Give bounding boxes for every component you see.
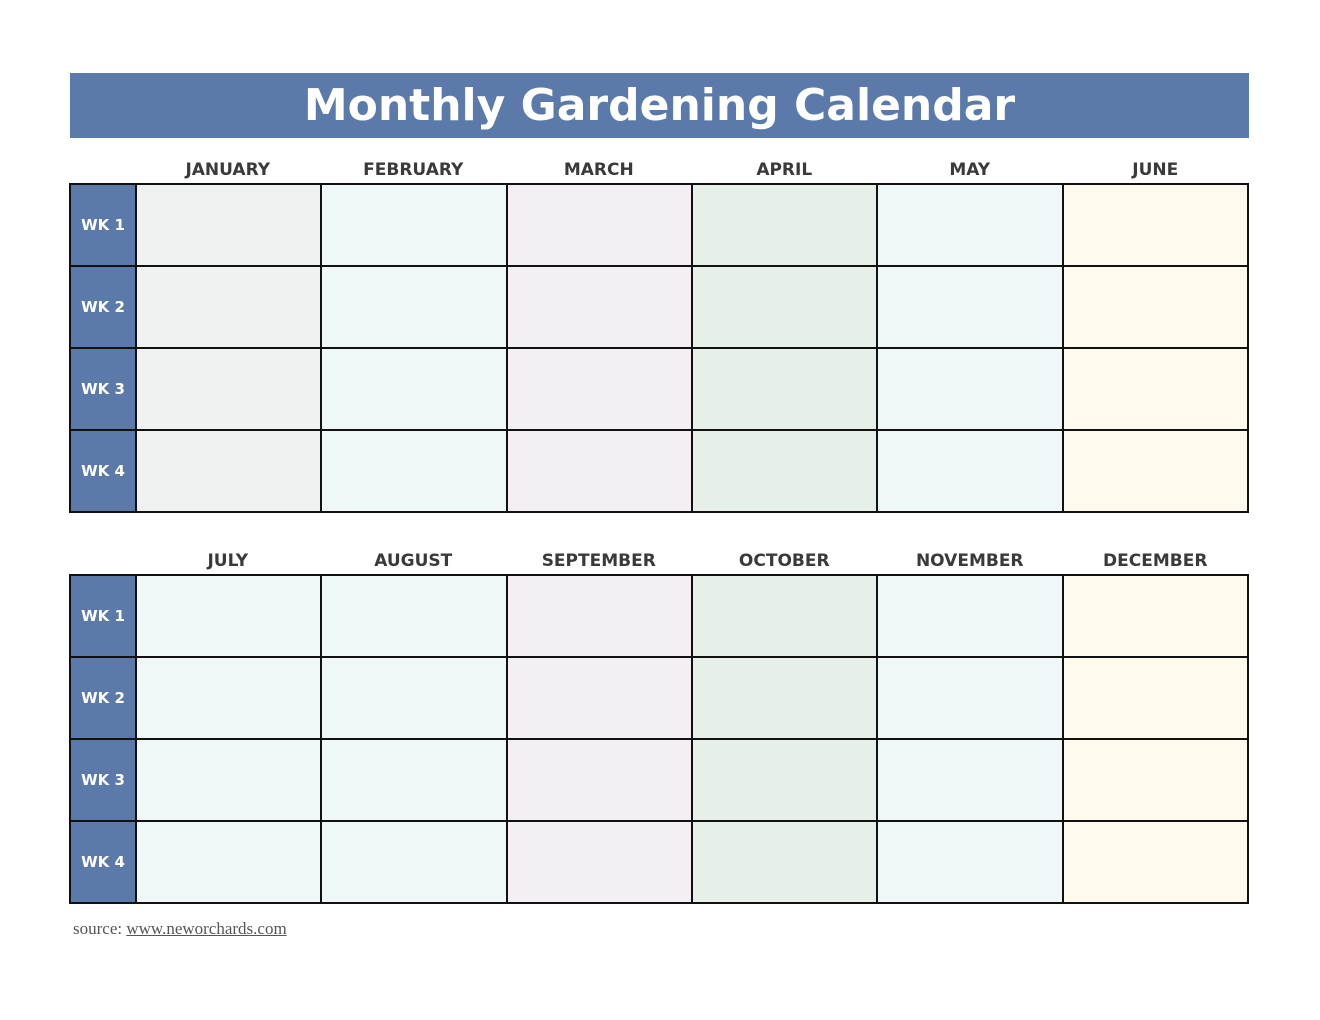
week-label: WK 2 <box>71 267 137 349</box>
calendar-cell[interactable] <box>1064 740 1249 822</box>
calendar-cell[interactable] <box>693 185 878 267</box>
month-label: MAY <box>949 160 991 180</box>
calendar-cell[interactable] <box>1064 185 1249 267</box>
calendar-cell[interactable] <box>322 822 507 904</box>
calendar-cell[interactable] <box>1064 349 1249 431</box>
month-label: JULY <box>207 551 249 571</box>
month-label: AUGUST <box>374 551 453 571</box>
calendar-cell[interactable] <box>878 349 1063 431</box>
calendar-cell[interactable] <box>508 822 693 904</box>
calendar-cell[interactable] <box>878 576 1063 658</box>
calendar-cell[interactable] <box>878 185 1063 267</box>
month-label: DECEMBER <box>1103 551 1208 571</box>
calendar-cell[interactable] <box>322 349 507 431</box>
calendar-block-first-half <box>69 156 1249 513</box>
calendar-cell[interactable] <box>137 740 322 822</box>
calendar-cell[interactable] <box>878 740 1063 822</box>
month-label: SEPTEMBER <box>541 551 656 571</box>
week-label: WK 4 <box>71 431 137 513</box>
week-label: WK 1 <box>71 185 137 267</box>
calendar-cell[interactable] <box>508 349 693 431</box>
month-label: MARCH <box>563 160 634 180</box>
calendar-cell[interactable] <box>137 349 322 431</box>
calendar-cell[interactable] <box>508 576 693 658</box>
source-label: source: <box>73 919 123 938</box>
calendar-cell[interactable] <box>693 431 878 513</box>
calendar-cell[interactable] <box>137 576 322 658</box>
calendar-cell[interactable] <box>878 822 1063 904</box>
month-header-row <box>135 156 1249 183</box>
calendar-cell[interactable] <box>508 185 693 267</box>
title-banner <box>70 73 1249 138</box>
calendar-cell[interactable] <box>1064 576 1249 658</box>
calendar-cell[interactable] <box>693 822 878 904</box>
calendar-cell[interactable] <box>1064 658 1249 740</box>
calendar-cell[interactable] <box>508 431 693 513</box>
week-label: WK 3 <box>71 349 137 431</box>
calendar-cell[interactable] <box>1064 267 1249 349</box>
calendar-cell[interactable] <box>322 576 507 658</box>
month-label: NOVEMBER <box>915 551 1024 571</box>
calendar-cell[interactable] <box>1064 822 1249 904</box>
source-link[interactable]: www.neworchards.com <box>126 919 287 938</box>
month-header-row <box>135 547 1249 574</box>
source-footer <box>73 919 287 939</box>
calendar-cell[interactable] <box>508 740 693 822</box>
calendar-cell[interactable] <box>137 431 322 513</box>
calendar-grid <box>69 183 1249 513</box>
calendar-grid <box>69 574 1249 904</box>
week-label: WK 4 <box>71 822 137 904</box>
calendar-cell[interactable] <box>693 349 878 431</box>
calendar-cell[interactable] <box>508 658 693 740</box>
week-label: WK 2 <box>71 658 137 740</box>
calendar-cell[interactable] <box>137 822 322 904</box>
calendar-cell[interactable] <box>693 576 878 658</box>
week-label: WK 3 <box>71 740 137 822</box>
calendar-cell[interactable] <box>137 185 322 267</box>
page-title: Monthly Gardening Calendar <box>303 80 1016 131</box>
calendar-cell[interactable] <box>322 431 507 513</box>
calendar-cell[interactable] <box>878 658 1063 740</box>
calendar-cell[interactable] <box>137 658 322 740</box>
calendar-cell[interactable] <box>693 267 878 349</box>
calendar-cell[interactable] <box>322 185 507 267</box>
calendar-cell[interactable] <box>1064 431 1249 513</box>
calendar-cell[interactable] <box>508 267 693 349</box>
calendar-cell[interactable] <box>878 431 1063 513</box>
month-label: JANUARY <box>185 160 271 180</box>
calendar-cell[interactable] <box>322 658 507 740</box>
week-label: WK 1 <box>71 576 137 658</box>
calendar-cell[interactable] <box>322 267 507 349</box>
calendar-block-second-half <box>69 547 1249 904</box>
month-label: APRIL <box>756 160 813 180</box>
month-label: FEBRUARY <box>363 160 464 180</box>
month-label: JUNE <box>1132 160 1179 180</box>
calendar-cell[interactable] <box>693 740 878 822</box>
calendar-cell[interactable] <box>693 658 878 740</box>
month-label: OCTOBER <box>738 551 830 571</box>
calendar-cell[interactable] <box>322 740 507 822</box>
calendar-cell[interactable] <box>878 267 1063 349</box>
calendar-cell[interactable] <box>137 267 322 349</box>
